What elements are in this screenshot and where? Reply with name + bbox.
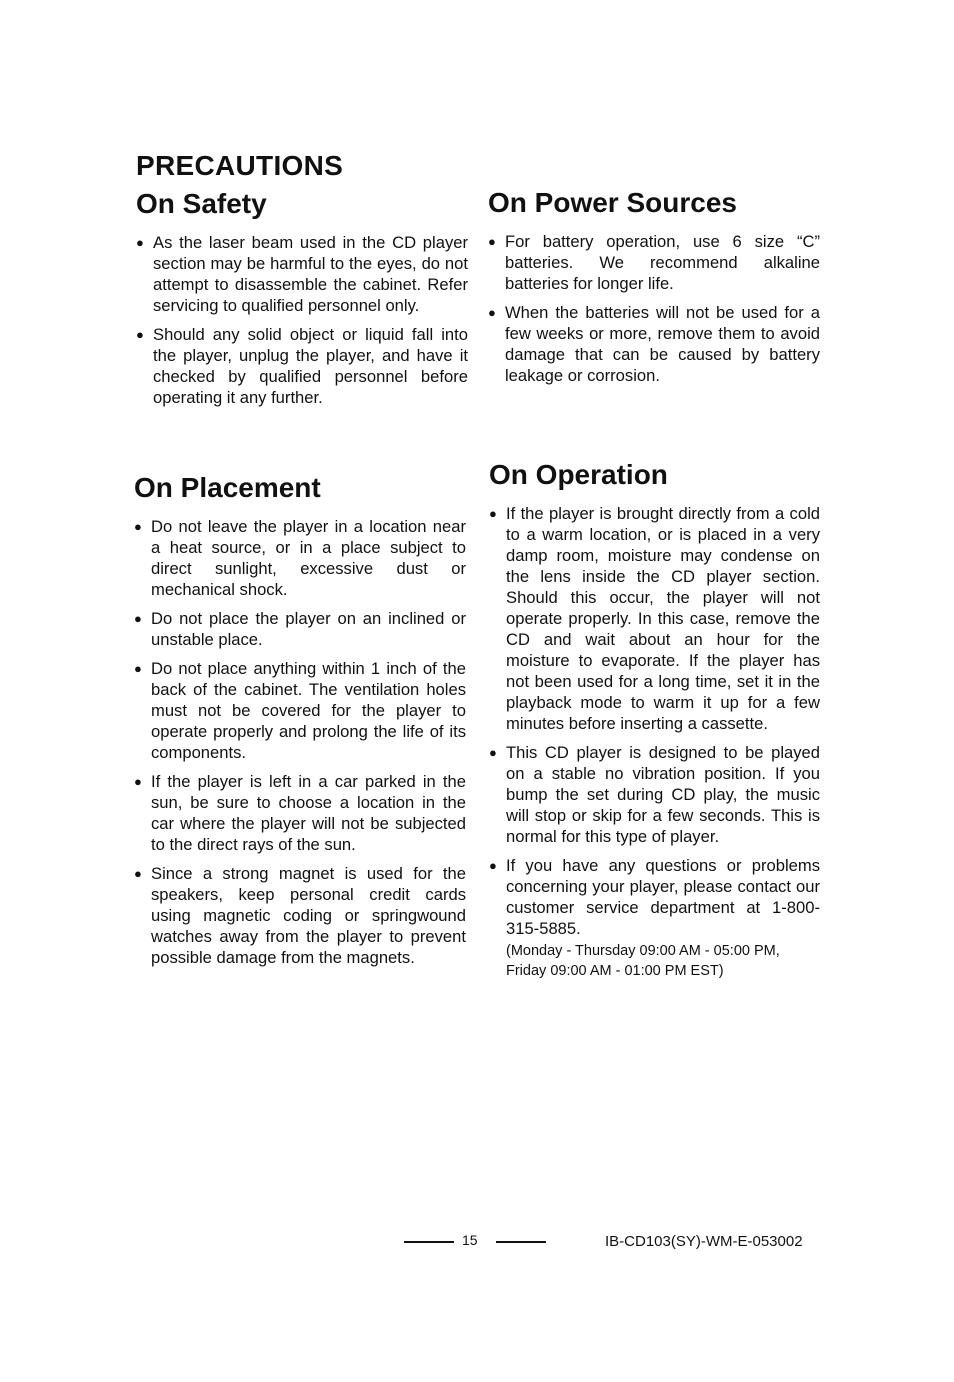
bullet-list: [136, 232, 468, 408]
bullet-list: [134, 516, 466, 968]
section-on-safety: [136, 188, 468, 416]
section-on-power-sources: [488, 187, 820, 394]
page-number: 15: [462, 1232, 478, 1248]
bullet-icon: ●: [134, 774, 142, 789]
list-item: ● Do not place anything within 1 inch of the back of the cabinet. The ventilation holes must not be covered for the player to operate properly and prolong the life of its components.: [134, 659, 466, 762]
bullet-icon: ●: [134, 611, 142, 626]
list-item: ● As the laser beam used in the CD player section may be harmful to the eyes, do not attempt to disassemble the cabinet. Refer servicing to qualified personnel only.: [136, 233, 468, 315]
bullet-icon: ●: [489, 745, 497, 760]
bullet-icon: ●: [134, 866, 142, 881]
bullet-list: [488, 231, 820, 386]
section-heading: On Placement: [134, 472, 321, 503]
list-item: ● Since a strong magnet is used for the speakers, keep personal credit cards using magnetic coding or springwound watches away from the player to prevent possible damage from the magnets.: [134, 864, 466, 967]
list-item: ● This CD player is designed to be played on a stable no vibration position. If you bump the set during CD play, the music will stop or skip for a few seconds. This is normal for this type of player.: [489, 743, 820, 846]
section-heading: On Power Sources: [488, 187, 737, 218]
bullet-icon: ●: [488, 305, 496, 320]
bullet-icon: ●: [489, 858, 497, 873]
footer-rule-left: [404, 1241, 454, 1243]
bullet-list: [489, 503, 820, 981]
section-heading: On Operation: [489, 459, 668, 490]
bullet-icon: ●: [136, 235, 144, 250]
list-item: ● If you have any questions or problems concerning your player, please contact our customer service department at 1-800-315-5885. (Monday - Thursday 09:00 AM - 05:00 PM, Friday 09:00 AM - 01:00 PM EST): [489, 856, 820, 979]
customer-service-hours: (Monday - Thursday 09:00 AM - 05:00 PM, Friday 09:00 AM - 01:00 PM EST): [506, 943, 780, 979]
bullet-icon: ●: [489, 506, 497, 521]
section-on-operation: [489, 459, 820, 989]
list-item: ● Do not place the player on an inclined or unstable place.: [134, 609, 466, 649]
document-code: IB-CD103(SY)-WM-E-053002: [605, 1233, 803, 1250]
section-heading: On Safety: [136, 188, 267, 219]
footer-rule-right: [496, 1241, 546, 1243]
bullet-icon: ●: [136, 327, 144, 342]
list-item: ● If the player is brought directly from a cold to a warm location, or is placed in a very damp room, moisture may condense on the lens inside the CD player section. Should this occur, the player will not operate properly. In this case, remove the CD and wait about an hour for the moisture to evaporate. If the player has not been used for a long time, set it in the playback mode to warm it up for a few minutes before inserting a cassette.: [489, 504, 820, 733]
bullet-icon: ●: [134, 661, 142, 676]
list-item: ● When the batteries will not be used for a few weeks or more, remove them to avoid damage that can be caused by battery leakage or corrosion.: [488, 303, 820, 385]
section-on-placement: [134, 472, 466, 976]
list-item: ● Do not leave the player in a location near a heat source, or in a place subject to direct sunlight, excessive dust or mechanical shock.: [134, 517, 466, 599]
bullet-icon: ●: [134, 519, 142, 534]
list-item: ● For battery operation, use 6 size “C” batteries. We recommend alkaline batteries for longer life.: [488, 232, 820, 293]
list-item: ● Should any solid object or liquid fall into the player, unplug the player, and have it checked by qualified personnel before operating it any further.: [136, 325, 468, 407]
list-item: ● If the player is left in a car parked in the sun, be sure to choose a location in the car where the player will not be subjected to the direct rays of the sun.: [134, 772, 466, 854]
bullet-icon: ●: [488, 234, 496, 249]
page-title: PRECAUTIONS: [136, 150, 344, 181]
